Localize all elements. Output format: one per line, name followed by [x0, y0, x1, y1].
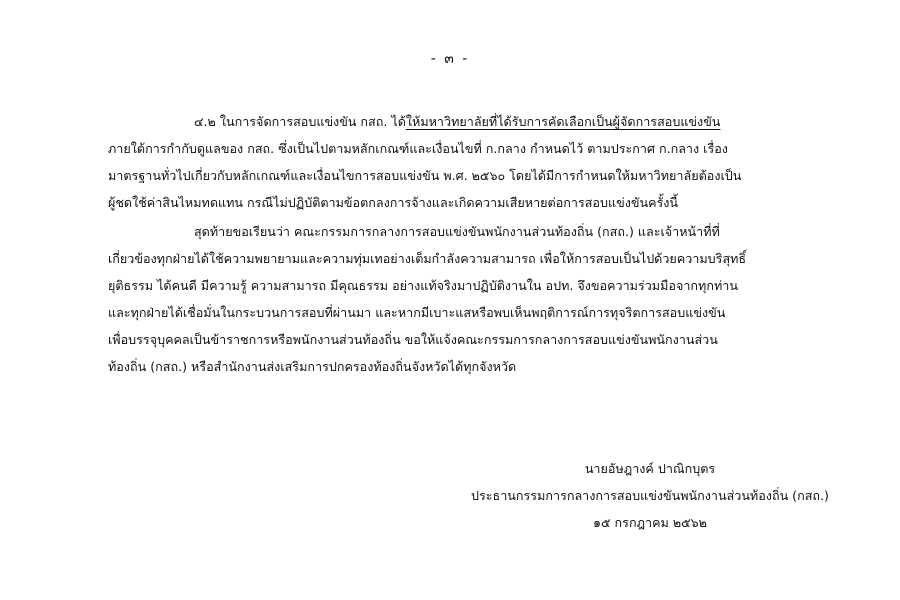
section-lead-text: ๔.๒ ในการจัดการสอบแข่งขัน กสถ. ได้: [194, 114, 406, 129]
signatory-name: นายอัษฎางค์ ปาณิกบุตร: [584, 461, 716, 476]
paragraph-line: ภายใต้การกำกับดูแลของ กสถ. ซึ่งเป็นไปตามหลักเกณฑ์และเงื่อนไขที่ ก.กลาง กำหนดไว้ ตามประกาศ ก.กลาง เรื่อง: [108, 141, 728, 156]
page-number: - ๓ -: [430, 51, 470, 67]
paragraph-line: [108, 108, 860, 135]
closing-paragraph: [108, 218, 860, 380]
paragraph-line: สุดท้ายขอเรียนว่า คณะกรรมการกลางการสอบแข่งขันพนักงานส่วนท้องถิ่น (กสถ.) และเจ้าหน้าที่ที่: [194, 224, 720, 239]
paragraph-line: ผู้ชดใช้ค่าสินไหมทดแทน กรณีไม่ปฏิบัติตามข้อตกลงการจ้างและเกิดความเสียหายต่อการสอบแข่งขันครั้งนี้: [108, 195, 679, 210]
section-4-2-paragraph: [108, 108, 860, 216]
paragraph-line: มาตรฐานทั่วไปเกี่ยวกับหลักเกณฑ์และเงื่อนไขการสอบแข่งขัน พ.ศ. ๒๕๖๐ โดยได้มีการกำหนดให้มหาวิทยาลัยต้องเป็น: [108, 168, 742, 183]
paragraph-line: เกี่ยวข้องทุกฝ่ายได้ใช้ความพยายามและความทุ่มเทอย่างเต็มกำลังความสามารถ เพื่อให้การสอบเป็นไปด้วยความบริสุทธิ์: [108, 251, 747, 266]
underlined-text: ให้มหาวิทยาลัยที่ได้รับการคัดเลือกเป็นผู้จัดการสอบแข่งขัน: [405, 114, 721, 129]
paragraph-line: ยุติธรรม ได้คนดี มีความรู้ ความสามารถ มีคุณธรรม อย่างแท้จริงมาปฏิบัติงานใน อปท. จึงขอความร่วมมือจากทุกท่าน: [108, 278, 738, 293]
paragraph-line: ท้องถิ่น (กสถ.) หรือสำนักงานส่งเสริมการปกครองท้องถิ่นจังหวัดได้ทุกจังหวัด: [108, 359, 517, 374]
paragraph-line: เพื่อบรรจุบุคคลเป็นข้าราชการหรือพนักงานส่วนท้องถิ่น ขอให้แจ้งคณะกรรมการกลางการสอบแข่งขันพนักงานส่วน: [108, 332, 718, 347]
document-date: ๑๕ กรกฎาคม ๒๕๖๒: [593, 515, 707, 530]
signatory-title: ประธานกรรมการกลางการสอบแข่งขันพนักงานส่วนท้องถิ่น (กสถ.): [471, 488, 829, 503]
signature-block: [420, 455, 880, 536]
paragraph-line: และทุกฝ่ายได้เชื่อมั่นในกระบวนการสอบที่ผ่านมา และหากมีเบาะแสหรือพบเห็นพฤติการณ์การทุจริตการสอบแข่งขัน: [108, 305, 726, 320]
